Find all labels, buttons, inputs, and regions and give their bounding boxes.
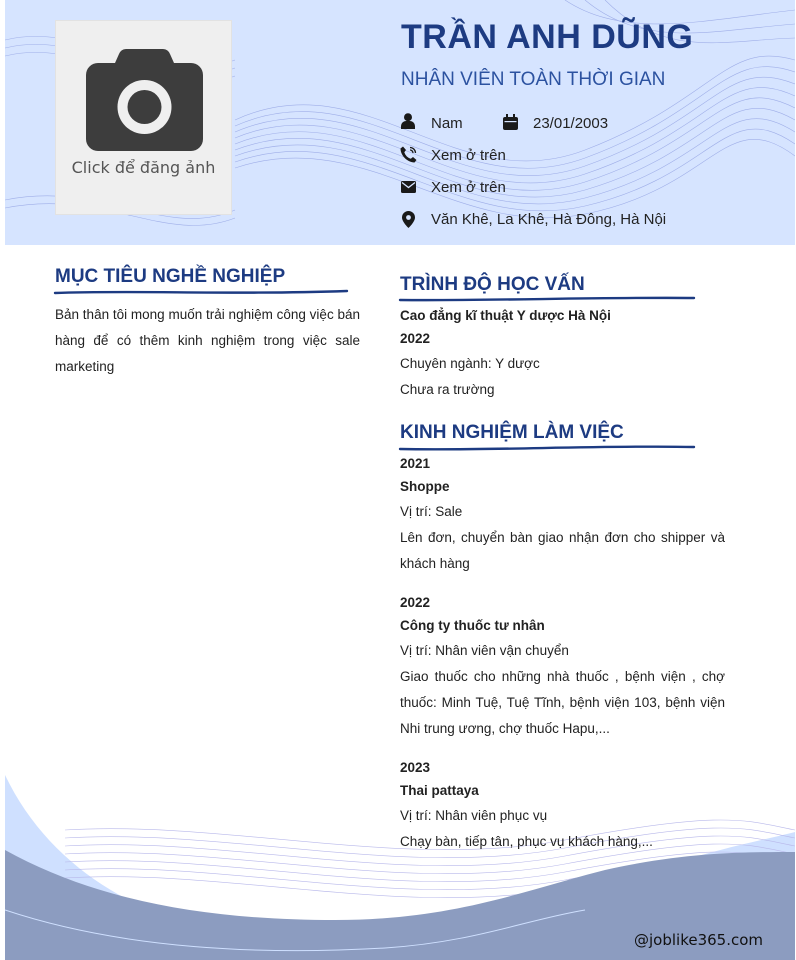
site-watermark: @joblike365.com: [634, 931, 764, 949]
education-underline: [398, 295, 696, 303]
experience-position: Vị trí: Nhân viên vận chuyển: [400, 643, 569, 658]
address-value: Văn Khê, La Khê, Hà Đông, Hà Nội: [431, 211, 667, 228]
birth-date-value: 23/01/2003: [533, 115, 609, 132]
phone-icon: [400, 146, 417, 163]
objective-text: Bản thân tôi mong muốn trải nghiệm công việc bán hàng để có thêm kinh nghiệm trong việc sale marketing: [55, 307, 360, 374]
email-value: Xem ở trên: [431, 179, 506, 196]
education-status: Chưa ra trường: [400, 382, 495, 397]
job-title: NHÂN VIÊN TOÀN THỜI GIAN: [401, 69, 666, 90]
experience-description: Chạy bàn, tiếp tân, phục vụ khách hàng,...: [400, 834, 653, 849]
experience-description: Lên đơn, chuyển bàn giao nhận đơn cho shipper và khách hàng: [400, 530, 725, 571]
experience-year: 2022: [400, 595, 431, 610]
experience-position: Vị trí: Sale: [400, 504, 463, 519]
experience-title: KINH NGHIỆM LÀM VIỆC: [400, 422, 624, 443]
experience-position: Vị trí: Nhân viên phục vụ: [400, 808, 548, 823]
photo-upload[interactable]: [55, 20, 232, 215]
email-icon: [401, 181, 416, 193]
education-major: Chuyên ngành: Y dược: [400, 356, 540, 371]
experience-description: Giao thuốc cho những nhà thuốc , bệnh viện , chợ thuốc: Minh Tuệ, Tuệ Tĩnh, bệnh viện 103, bệnh viện Nhi trung ương, chợ thuốc Hapu,...: [400, 669, 725, 736]
education-title: TRÌNH ĐỘ HỌC VẤN: [400, 274, 585, 295]
experience-year: 2023: [400, 760, 431, 775]
experience-company: Shoppe: [400, 479, 450, 494]
candidate-name: TRẦN ANH DŨNG: [401, 18, 694, 56]
gender-value: Nam: [431, 115, 463, 132]
cv-page: [5, 0, 795, 960]
education-school: Cao đẳng kĩ thuật Y dược Hà Nội: [400, 308, 611, 323]
calendar-icon: [503, 114, 518, 130]
objective-underline: [53, 288, 349, 296]
education-year: 2022: [400, 331, 431, 346]
experience-company: Thai pattaya: [400, 783, 479, 798]
phone-value: Xem ở trên: [431, 147, 506, 164]
experience-year: 2021: [400, 456, 431, 471]
experience-underline: [398, 443, 696, 453]
user-icon: [401, 113, 415, 129]
location-icon: [402, 211, 415, 228]
experience-company: Công ty thuốc tư nhân: [400, 618, 545, 633]
photo-caption: Click để đăng ảnh: [71, 158, 216, 177]
camera-icon: [86, 49, 203, 151]
objective-title: MỤC TIÊU NGHỀ NGHIỆP: [55, 266, 286, 287]
